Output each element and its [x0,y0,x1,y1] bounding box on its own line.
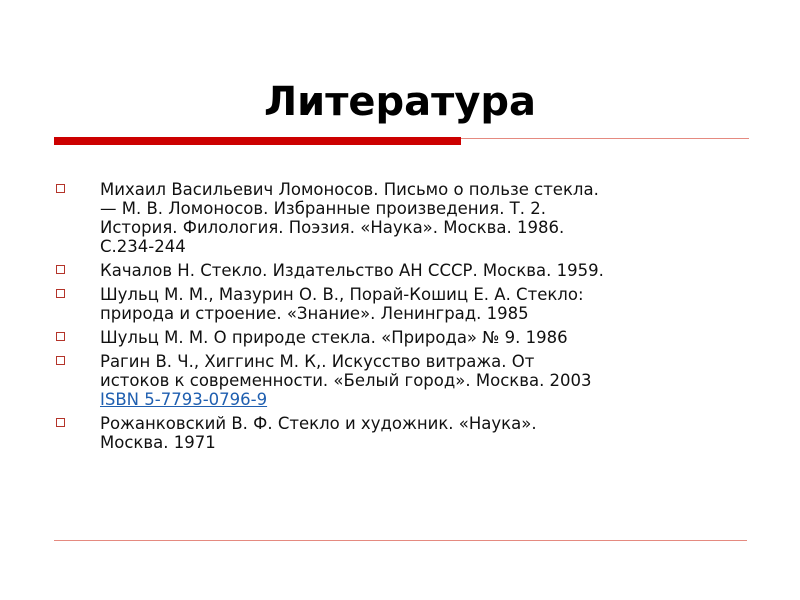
item-line: История. Филология. Поэзия. «Наука». Москва. 1986. [100,218,565,237]
item-line: Шульц М. М., Мазурин О. В., Порай-Кошиц Е. А. Стекло: [100,285,584,304]
title-underline-thick [54,137,461,145]
item-line: природа и строение. «Знание». Ленинград. 1985 [100,304,529,323]
hollow-square-bullet-icon [56,332,65,341]
isbn-link[interactable]: ISBN 5-7793-0796-9 [100,390,268,409]
item-line: Рагин В. Ч., Хиггинс М. К,. Искусство витража. От [100,352,535,371]
hollow-square-bullet-icon [56,356,65,365]
hollow-square-bullet-icon [56,289,65,298]
title-underline-thin [461,138,749,139]
footer-rule [54,540,747,541]
hollow-square-bullet-icon [56,418,65,427]
item-line: Качалов Н. Стекло. Издательство АН СССР. Москва. 1959. [100,261,604,280]
item-line: Рожанковский В. Ф. Стекло и художник. «Наука». [100,414,537,433]
bibliography-item-shults [56,328,756,347]
bibliography-item-rozhankovsky [56,414,756,452]
bibliography-item-ragin [56,352,756,409]
item-line: Москва. 1971 [100,433,216,452]
bibliography-item-kachalov [56,261,756,280]
slide-title: Литература [263,79,537,125]
item-line: Шульц М. М. О природе стекла. «Природа» № 9. 1986 [100,328,568,347]
item-line: истоков к современности. «Белый город». Москва. 2003 [100,371,592,390]
bibliography-list [56,180,756,457]
hollow-square-bullet-icon [56,184,65,193]
item-line: Михаил Васильевич Ломоносов. Письмо о пользе стекла. [100,180,599,199]
item-line: С.234-244 [100,237,186,256]
bibliography-item-lomonosov [56,180,756,256]
hollow-square-bullet-icon [56,265,65,274]
item-line: — М. В. Ломоносов. Избранные произведения. Т. 2. [100,199,546,218]
bibliography-item-shults-mazurin [56,285,756,323]
